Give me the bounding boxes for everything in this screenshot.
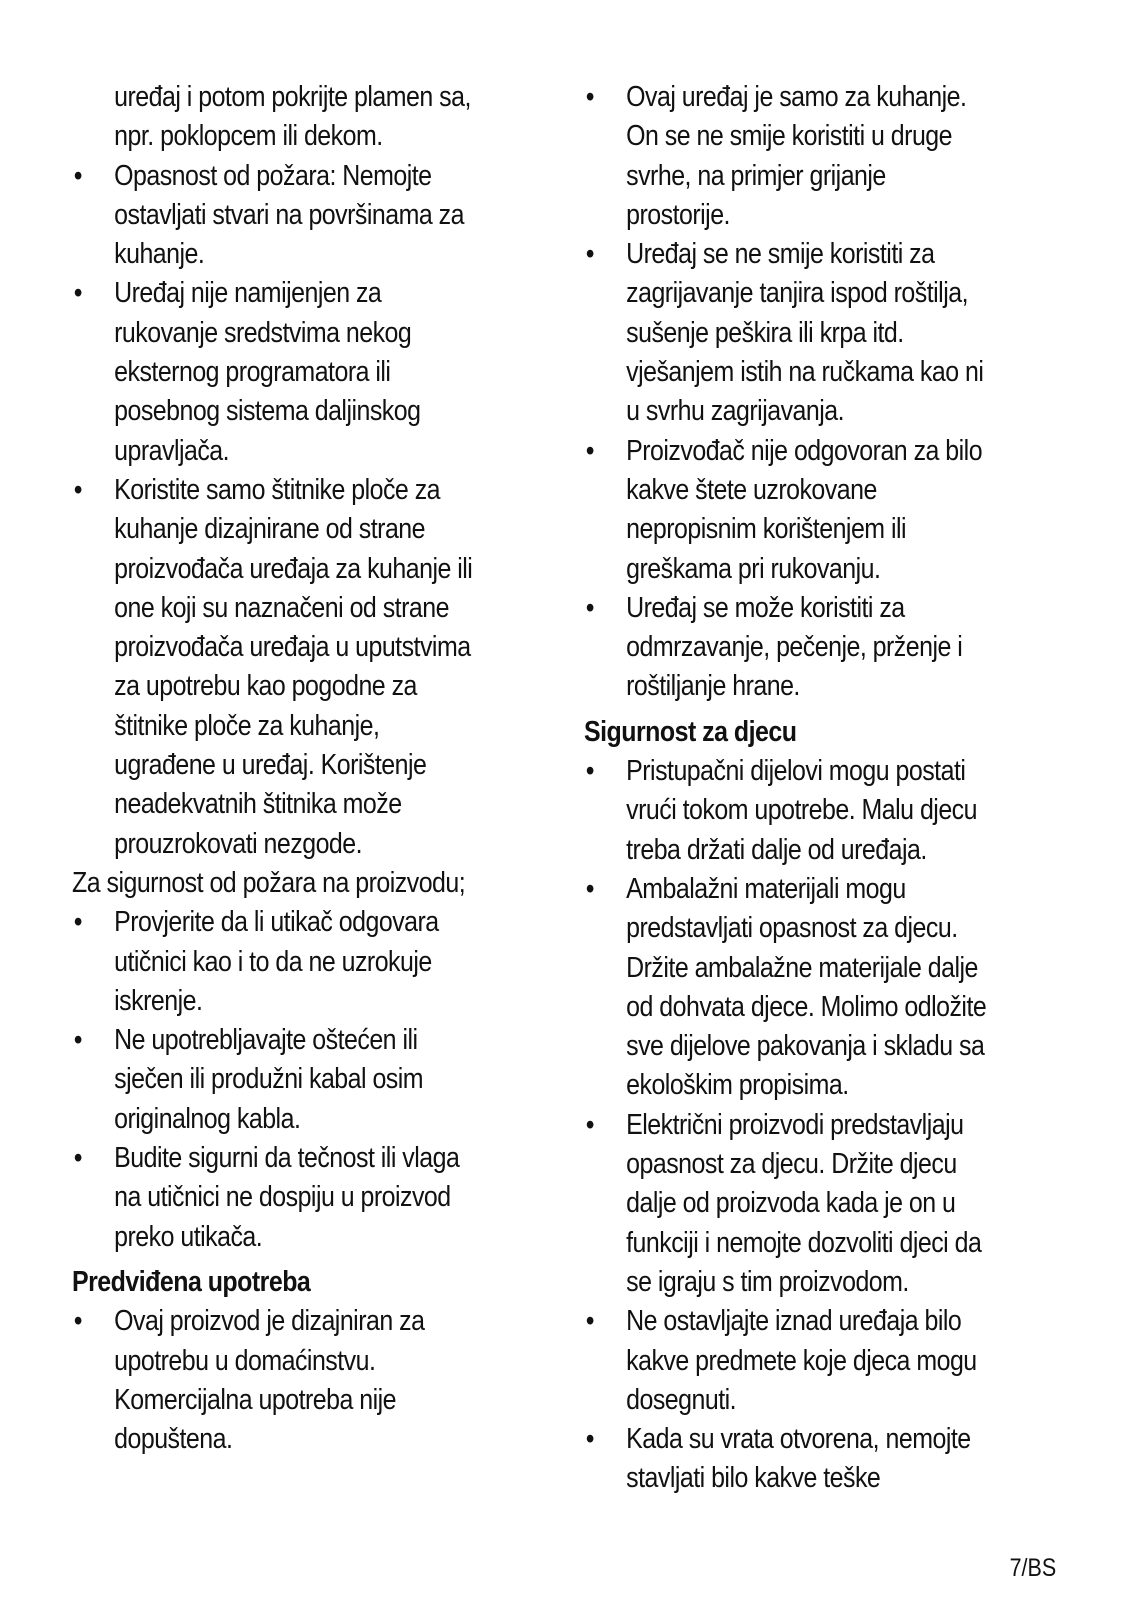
bullet-text: Budite sigurni da tečnost ili vlaga na utičnici ne dospiju u proizvod preko utikača. bbox=[114, 1142, 460, 1253]
bullet-icon: • bbox=[73, 1024, 82, 1057]
left-column-text bbox=[72, 78, 551, 1459]
list-item bbox=[72, 274, 551, 470]
bullet-text: Proizvođač nije odgovoran za bilo kakve štete uzrokovane nepropisnim korištenjem ili greškama pri rukovanju. bbox=[626, 434, 983, 585]
bullet-icon: • bbox=[73, 1142, 82, 1175]
list-item bbox=[584, 78, 1053, 235]
bullet-text: Uređaj nije namijenjen za rukovanje sredstvima nekog eksternog programatora ili posebnog sistema daljinskog upravljača. bbox=[114, 277, 421, 467]
bullet-icon: • bbox=[585, 1305, 594, 1338]
child-safety-heading: Sigurnost za djecu bbox=[584, 715, 797, 748]
bullet-text: Uređaj se može koristiti za odmrzavanje, pečenje, prženje i roštiljanje hrane. bbox=[626, 591, 963, 703]
list-item bbox=[72, 157, 551, 275]
bullet-text: Opasnost od požara: Nemojte ostavljati stvari na površinama za kuhanje. bbox=[114, 159, 464, 271]
list-item bbox=[72, 1302, 551, 1459]
list-item bbox=[72, 903, 551, 1021]
list-item bbox=[584, 432, 1053, 589]
bullet-icon: • bbox=[585, 238, 594, 271]
list-item bbox=[584, 870, 1053, 1106]
bullet-text: Provjerite da li utikač odgovara utičnici kao i to da ne uzrokuje iskrenje. bbox=[114, 906, 439, 1017]
bullet-text: Koristite samo štitnike ploče za kuhanje dizajnirane od strane proizvođača uređaja za kuhanje ili one koji su naznačeni od strane proizvođača uređaja u uputstvima za upotrebu kao pogodne za štitnike ploče za kuhanje, ugrađene u uređaj. Korištenje neadekvatnih štitnika može prouzrokovati nezgode. bbox=[114, 473, 473, 860]
list-item bbox=[584, 1420, 1053, 1499]
bullet-icon: • bbox=[585, 591, 594, 624]
bullet-icon: • bbox=[73, 277, 82, 310]
bullet-icon: • bbox=[73, 906, 82, 939]
bullet-icon: • bbox=[73, 159, 82, 192]
bullet-icon: • bbox=[585, 755, 594, 788]
bullet-text: Ne ostavljajte iznad uređaja bilo kakve predmete koje djeca mogu dosegnuti. bbox=[626, 1305, 977, 1416]
intended-use-heading: Predviđena upotreba bbox=[72, 1265, 311, 1298]
bullet-text: Uređaj se ne smije koristiti za zagrijavanje tanjira ispod roštilja, sušenje peškira ili krpa itd. vješanjem istih na ručkama kao ni u svrhu zagrijavanja. bbox=[626, 238, 984, 428]
list-item bbox=[584, 1106, 1053, 1302]
list-item bbox=[72, 1021, 551, 1139]
bullet-icon: • bbox=[585, 434, 594, 467]
continuation-text: uređaj i potom pokrijte plamen sa, npr. poklopcem ili dekom. bbox=[114, 81, 471, 153]
bullet-text: Ovaj proizvod je dizajniran za upotrebu u domaćinstvu. Komercijalna upotreba nije dopuštena. bbox=[114, 1305, 425, 1456]
list-item bbox=[72, 1139, 551, 1257]
list-item bbox=[584, 235, 1053, 431]
bullet-text: Kada su vrata otvorena, nemojte stavljati bilo kakve teške bbox=[626, 1423, 971, 1495]
left-column bbox=[72, 78, 552, 1459]
list-item bbox=[72, 471, 551, 864]
bullet-text: Ambalažni materijali mogu predstavljati opasnost za djecu. Držite ambalažne materijale dalje od dohvata djece. Molimo odložite sve dijelove pakovanja i skladu sa ekološkim propisima. bbox=[626, 872, 987, 1102]
fire-safety-intro: Za sigurnost od požara na proizvodu; bbox=[72, 866, 466, 899]
list-item bbox=[584, 752, 1053, 870]
bullet-icon: • bbox=[73, 473, 82, 506]
list-item bbox=[584, 1302, 1053, 1420]
page-number: 7/BS bbox=[1009, 1554, 1056, 1582]
bullet-icon: • bbox=[585, 872, 594, 905]
bullet-text: Električni proizvodi predstavljaju opasnost za djecu. Držite djecu dalje od proizvoda kada je on u funkciji i nemojte dozvoliti djeci da se igraju s tim proizvodom. bbox=[626, 1108, 982, 1298]
list-item bbox=[584, 589, 1053, 707]
right-column bbox=[584, 78, 1054, 1499]
bullet-text: Ne upotrebljavajte oštećen ili sječen ili produžni kabal osim originalnog kabla. bbox=[114, 1024, 424, 1135]
right-column-text bbox=[584, 78, 1053, 1499]
bullet-icon: • bbox=[585, 1423, 594, 1456]
bullet-text: Ovaj uređaj je samo za kuhanje. On se ne smije koristiti u druge svrhe, na primjer grijanje prostorije. bbox=[626, 81, 967, 231]
bullet-icon: • bbox=[585, 81, 594, 113]
bullet-icon: • bbox=[73, 1305, 82, 1338]
bullet-text: Pristupačni dijelovi mogu postati vrući tokom upotrebe. Malu djecu treba držati dalje od uređaja. bbox=[626, 755, 977, 866]
bullet-icon: • bbox=[585, 1108, 594, 1141]
